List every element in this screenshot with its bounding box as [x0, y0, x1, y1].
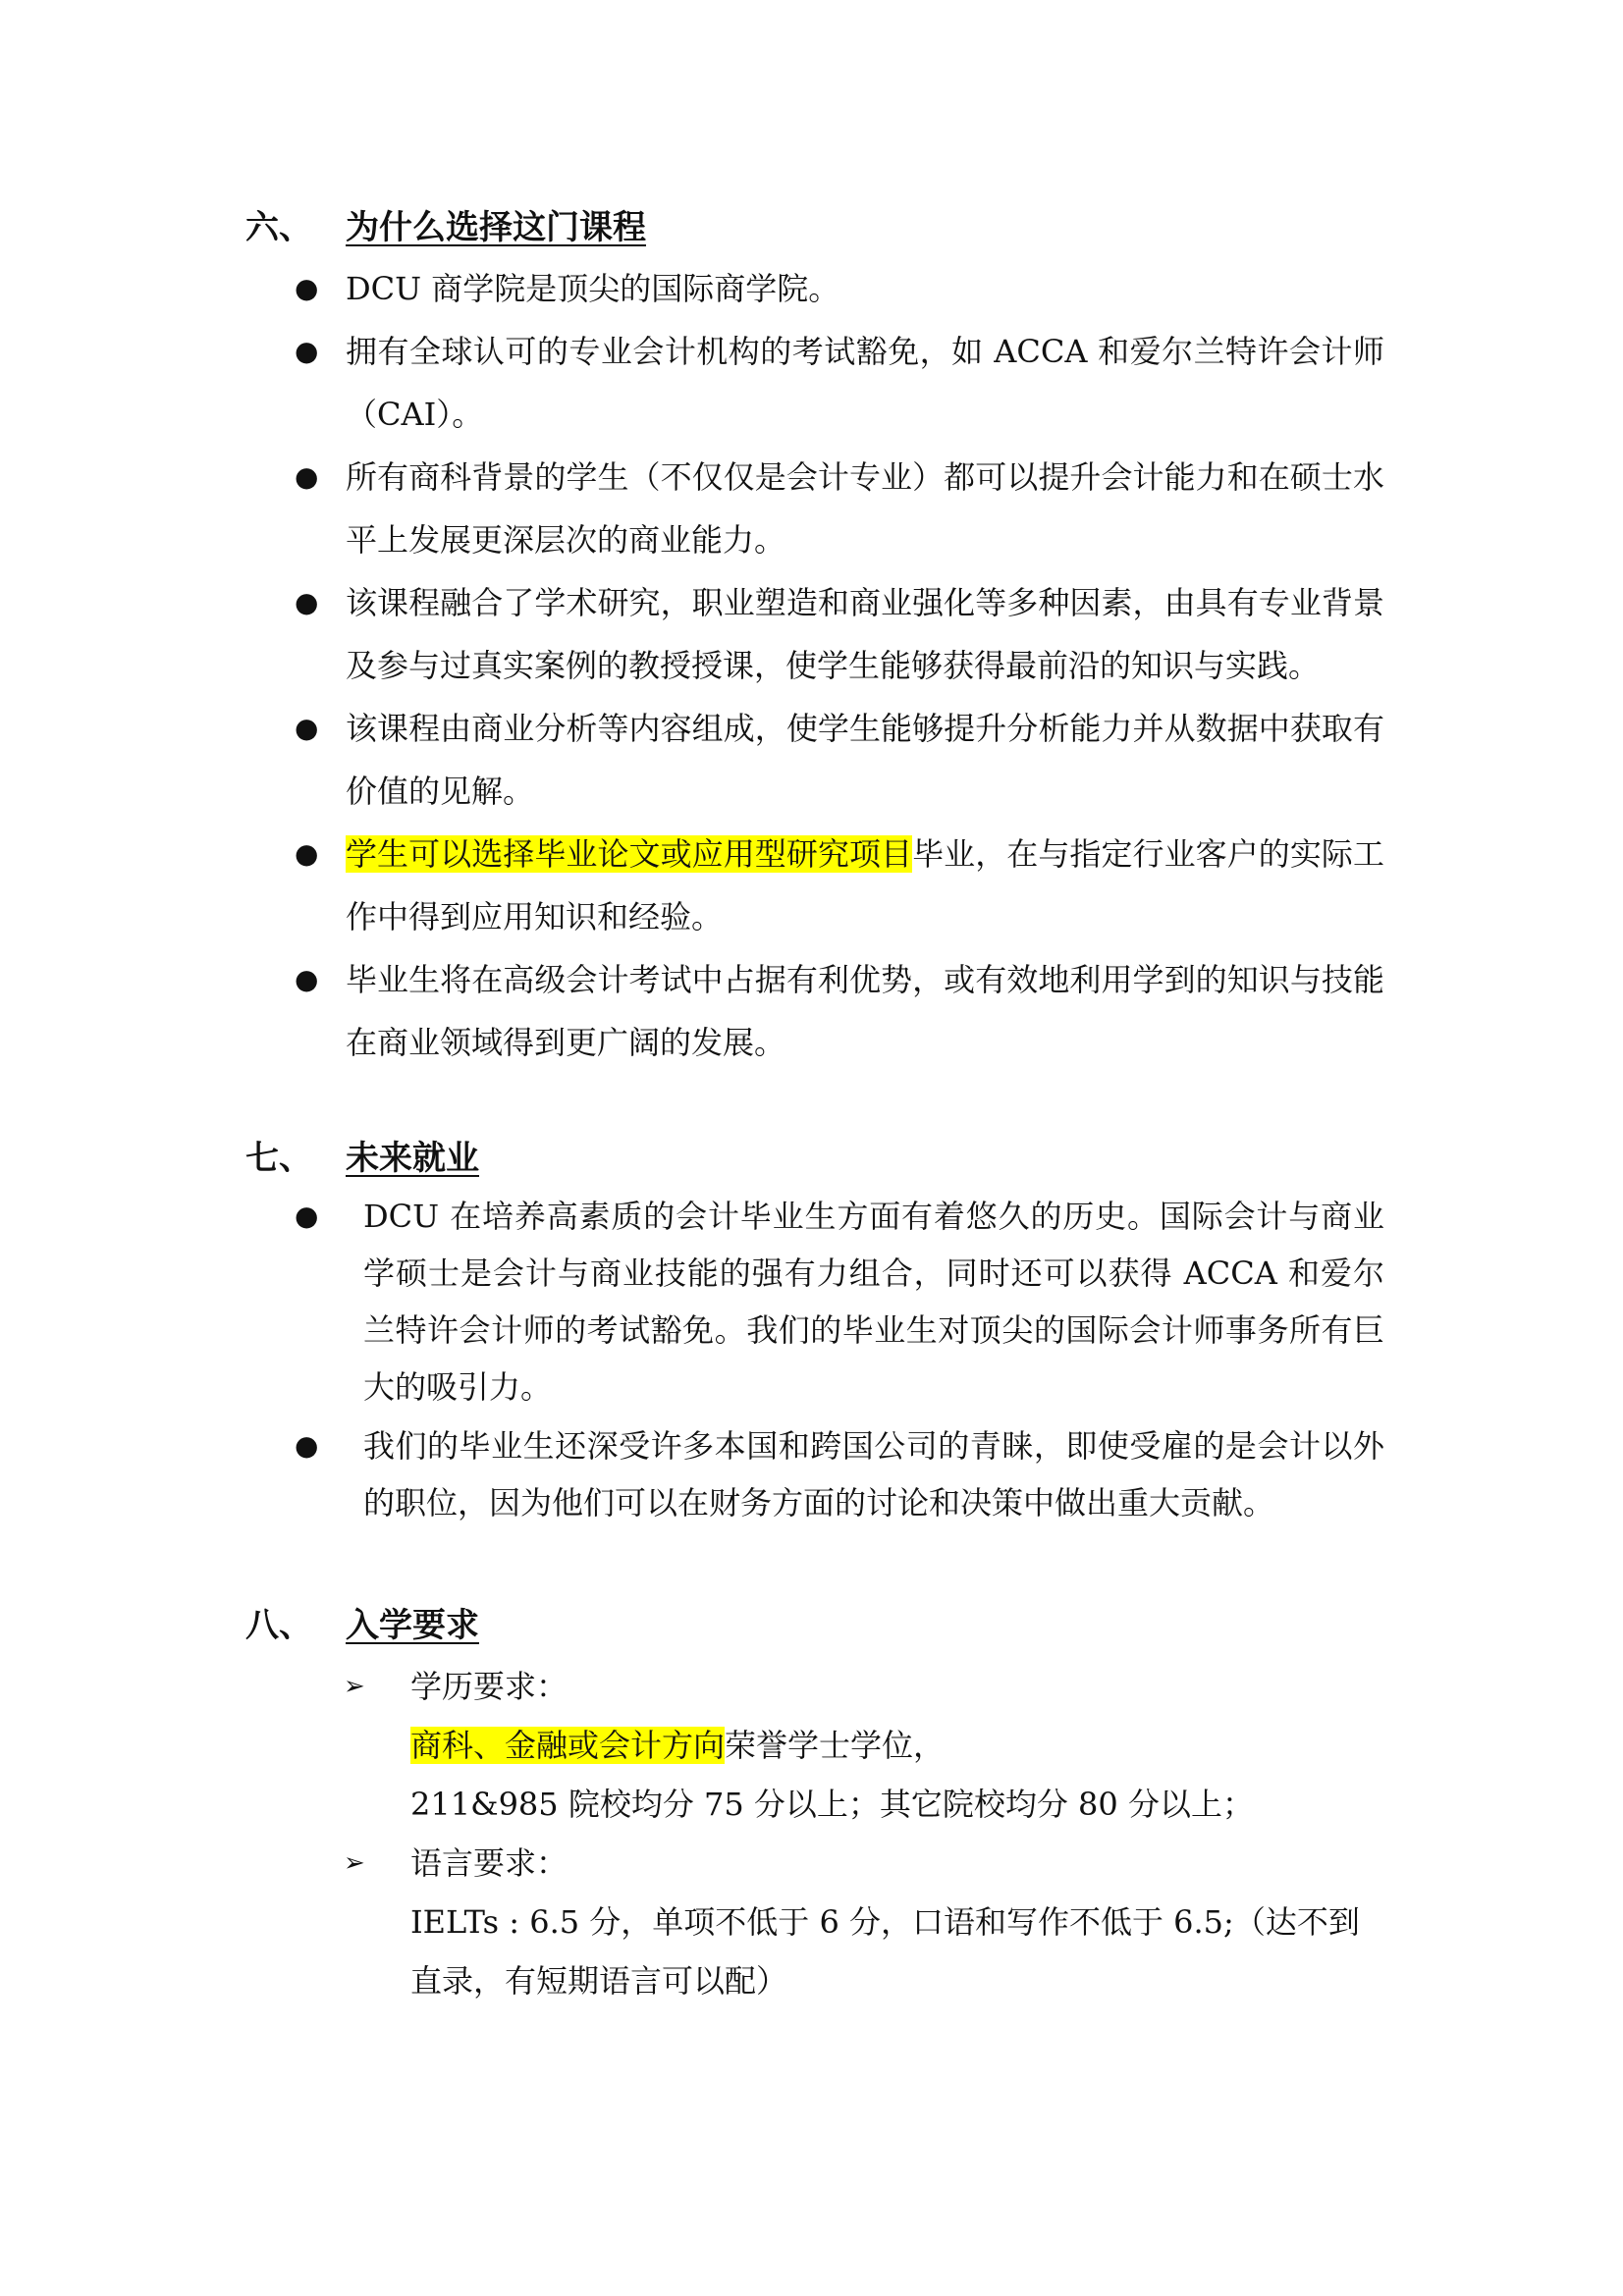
education-line-1: [410, 1716, 1384, 1775]
section-6-title: 为什么选择这门课程: [346, 208, 646, 247]
section-7-number: 七、: [245, 1139, 312, 1178]
education-line-1-rest: 荣誉学士学位，: [725, 1727, 946, 1764]
section-8-title: 入学要求: [346, 1606, 479, 1645]
bullet-icon: ●: [295, 1429, 319, 1462]
bullet-icon: ●: [295, 837, 319, 870]
bullet-icon: ●: [295, 1200, 319, 1232]
section-6-number: 六、: [245, 208, 312, 247]
bullet-icon: ●: [295, 335, 319, 367]
section-7-title: 未来就业: [346, 1139, 479, 1178]
bullet-icon: ●: [295, 963, 319, 995]
list-item-text: 拥有全球认可的专业会计机构的考试豁免，如 ACCA 和爱尔兰特许会计师（CAI）。: [346, 333, 1384, 433]
bullet-icon: ●: [295, 272, 319, 304]
education-requirement-text: [410, 1657, 1384, 1834]
bullet-icon: ●: [295, 460, 319, 493]
bullet-icon: ●: [295, 586, 319, 618]
bullet-icon: ●: [295, 712, 319, 744]
list-item-text: DCU 在培养高素质的会计毕业生方面有着悠久的历史。国际会计与商业学硕士是会计与商业技能的强有力组合，同时还可以获得 ACCA 和爱尔兰特许会计师的考试豁免。我们的毕业生对顶尖的国际会计师事务所有巨大的吸引力。: [363, 1198, 1384, 1406]
list-item-text: 该课程由商业分析等内容组成，使学生能够提升分析能力并从数据中获取有价值的见解。: [346, 710, 1384, 810]
language-label: 语言要求：: [410, 1844, 568, 1882]
list-item-text: 毕业生将在高级会计考试中占据有利优势，或有效地利用学到的知识与技能在商业领域得到更广阔的发展。: [346, 961, 1384, 1061]
section-8-number: 八、: [245, 1606, 312, 1645]
list-item-text: DCU 商学院是顶尖的国际商学院。: [346, 270, 840, 307]
arrow-bullet-icon: ➢: [344, 1672, 365, 1701]
education-label: 学历要求：: [410, 1668, 568, 1705]
language-requirement-text: [410, 1834, 1384, 2010]
highlighted-text: 商科、金融或会计方向: [410, 1727, 726, 1764]
language-line-1: IELTs : 6.5 分，单项不低于 6 分，口语和写作不低于 6.5;（达不到直录，有短期语言可以配）: [410, 1903, 1360, 2000]
list-item-text: 该课程融合了学术研究，职业塑造和商业强化等多种因素，由具有专业背景及参与过真实案例的教授授课，使学生能够获得最前沿的知识与实践。: [346, 584, 1384, 684]
list-item-text: 所有商科背景的学生（不仅仅是会计专业）都可以提升会计能力和在硕士水平上发展更深层次的商业能力。: [346, 458, 1384, 559]
list-item-text: [346, 823, 1384, 948]
list-item-text-rest: 毕业，在与指定行业客户的实际工作中得到应用知识和经验。: [346, 835, 1384, 935]
list-item-text: 我们的毕业生还深受许多本国和跨国公司的青睐，即使受雇的是会计以外的职位，因为他们可以在财务方面的讨论和决策中做出重大贡献。: [363, 1427, 1384, 1522]
arrow-bullet-icon: ➢: [344, 1848, 365, 1878]
highlighted-text: 学生可以选择毕业论文或应用型研究项目: [346, 835, 913, 873]
education-line-2: 211&985 院校均分 75 分以上；其它院校均分 80 分以上；: [410, 1786, 1254, 1823]
